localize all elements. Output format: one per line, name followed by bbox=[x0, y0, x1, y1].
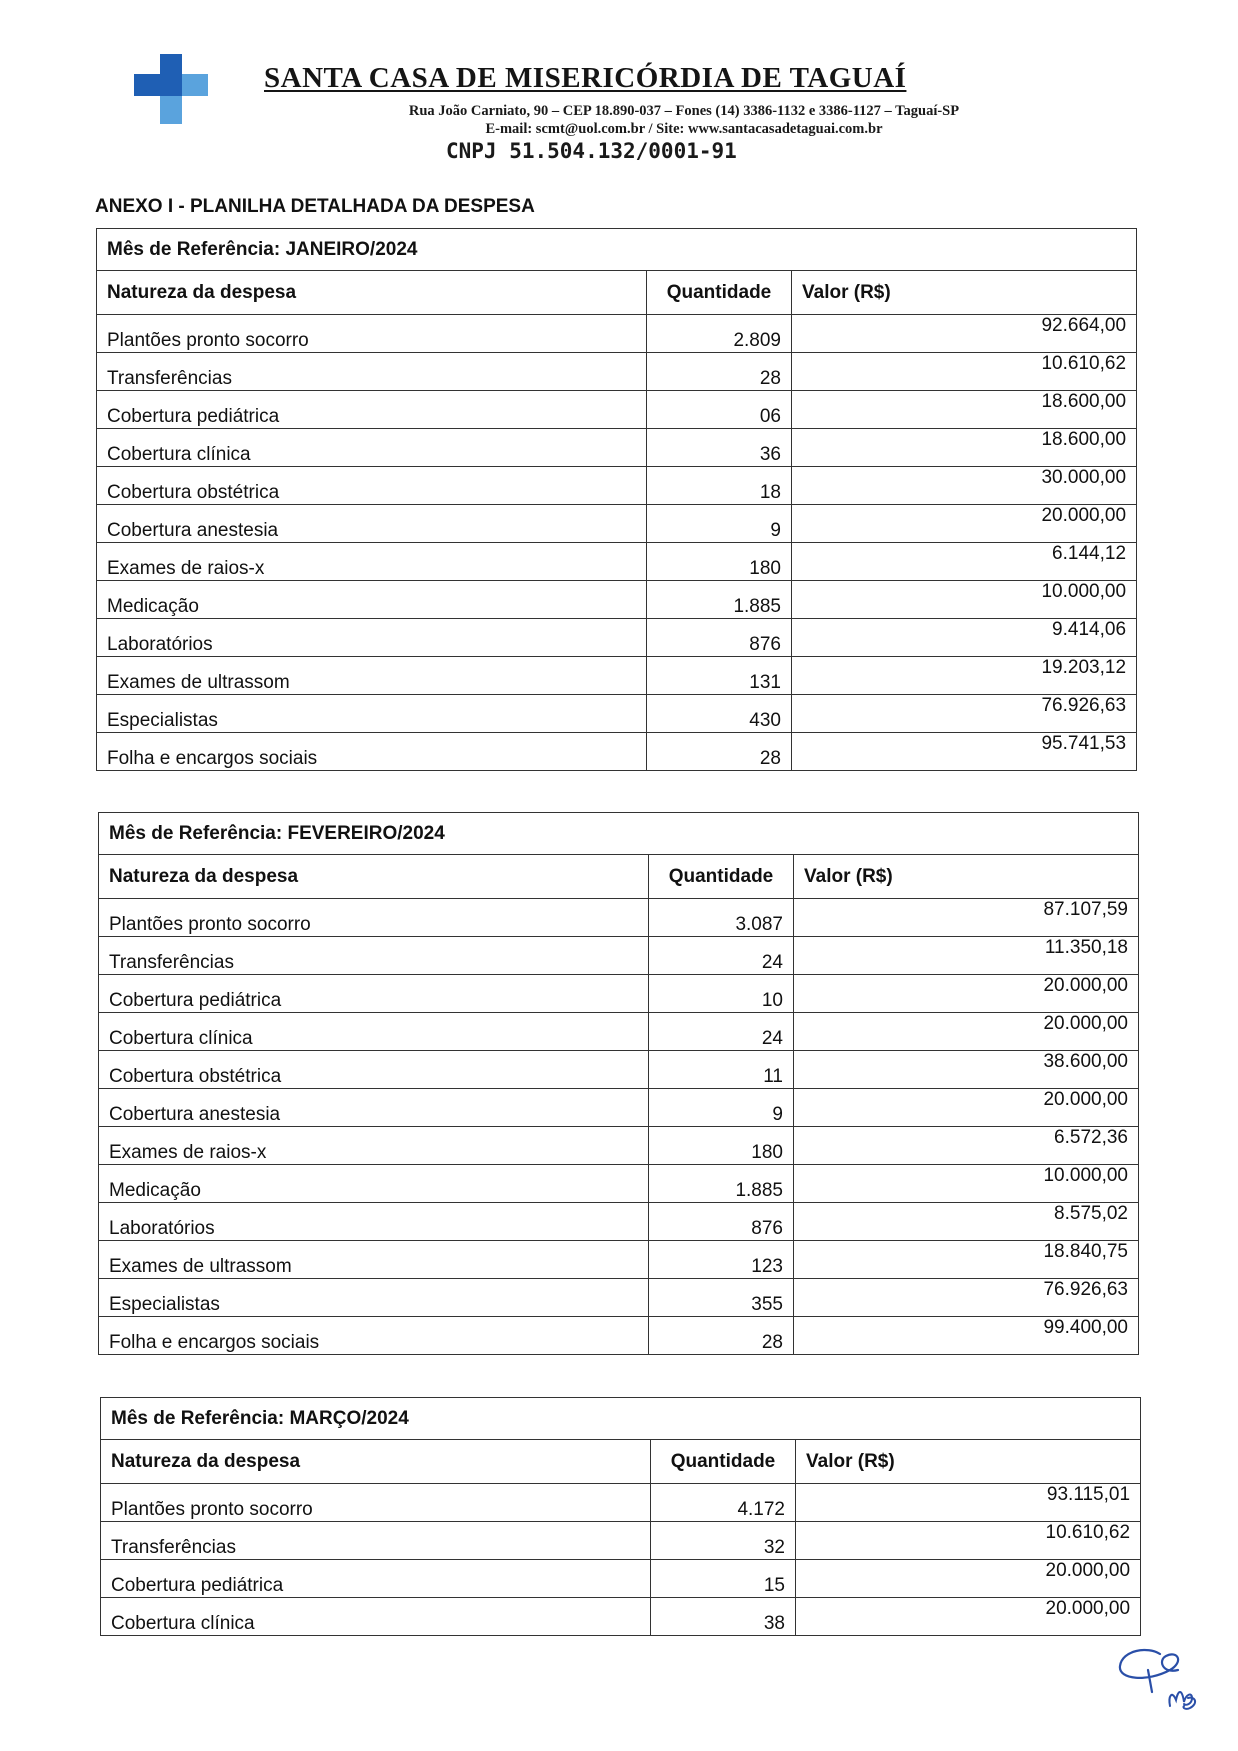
table-row bbox=[99, 1203, 1139, 1241]
row-quantity: 2.809 bbox=[647, 315, 792, 353]
table-row bbox=[97, 315, 1137, 353]
row-quantity: 18 bbox=[647, 467, 792, 505]
row-nature: Medicação bbox=[99, 1165, 649, 1203]
row-nature: Plantões pronto socorro bbox=[99, 899, 649, 937]
row-nature: Especialistas bbox=[99, 1279, 649, 1317]
row-value: 20.000,00 bbox=[794, 1013, 1139, 1051]
row-value: 76.926,63 bbox=[794, 1279, 1139, 1317]
row-value: 20.000,00 bbox=[794, 975, 1139, 1013]
row-quantity: 38 bbox=[651, 1598, 796, 1636]
row-nature: Cobertura obstétrica bbox=[99, 1051, 649, 1089]
row-quantity: 1.885 bbox=[649, 1165, 794, 1203]
month-reference: Mês de Referência: MARÇO/2024 bbox=[101, 1398, 1141, 1440]
table-row bbox=[99, 1127, 1139, 1165]
table-row bbox=[99, 1241, 1139, 1279]
expense-table-january bbox=[96, 228, 1137, 771]
table-row bbox=[97, 391, 1137, 429]
row-value: 18.600,00 bbox=[792, 391, 1137, 429]
row-nature: Transferências bbox=[97, 353, 647, 391]
column-header-nature: Natureza da despesa bbox=[99, 855, 649, 899]
row-quantity: 28 bbox=[647, 353, 792, 391]
row-value: 38.600,00 bbox=[794, 1051, 1139, 1089]
row-value: 30.000,00 bbox=[792, 467, 1137, 505]
row-quantity: 10 bbox=[649, 975, 794, 1013]
row-value: 99.400,00 bbox=[794, 1317, 1139, 1355]
row-quantity: 28 bbox=[647, 733, 792, 771]
row-value: 18.840,75 bbox=[794, 1241, 1139, 1279]
row-nature: Cobertura anestesia bbox=[99, 1089, 649, 1127]
table-row bbox=[97, 581, 1137, 619]
row-nature: Cobertura pediátrica bbox=[101, 1560, 651, 1598]
row-quantity: 876 bbox=[649, 1203, 794, 1241]
table-row bbox=[97, 733, 1137, 771]
row-quantity: 06 bbox=[647, 391, 792, 429]
row-quantity: 430 bbox=[647, 695, 792, 733]
column-header-quantity: Quantidade bbox=[651, 1440, 796, 1484]
table-row bbox=[99, 1165, 1139, 1203]
column-header-value: Valor (R$) bbox=[794, 855, 1139, 899]
row-quantity: 24 bbox=[649, 937, 794, 975]
row-value: 20.000,00 bbox=[794, 1089, 1139, 1127]
row-value: 8.575,02 bbox=[794, 1203, 1139, 1241]
row-value: 92.664,00 bbox=[792, 315, 1137, 353]
column-header-nature: Natureza da despesa bbox=[97, 271, 647, 315]
table-row bbox=[97, 543, 1137, 581]
row-quantity: 180 bbox=[649, 1127, 794, 1165]
column-header-value: Valor (R$) bbox=[796, 1440, 1141, 1484]
table-row bbox=[97, 353, 1137, 391]
row-value: 10.610,62 bbox=[792, 353, 1137, 391]
cross-logo-icon bbox=[134, 54, 214, 124]
row-value: 20.000,00 bbox=[796, 1560, 1141, 1598]
row-value: 95.741,53 bbox=[792, 733, 1137, 771]
column-header-quantity: Quantidade bbox=[647, 271, 792, 315]
row-value: 9.414,06 bbox=[792, 619, 1137, 657]
row-nature: Cobertura pediátrica bbox=[99, 975, 649, 1013]
row-nature: Folha e encargos sociais bbox=[99, 1317, 649, 1355]
table-row bbox=[101, 1598, 1141, 1636]
column-header-quantity: Quantidade bbox=[649, 855, 794, 899]
table-row bbox=[99, 1051, 1139, 1089]
row-value: 10.000,00 bbox=[794, 1165, 1139, 1203]
row-nature: Cobertura clínica bbox=[97, 429, 647, 467]
row-nature: Cobertura clínica bbox=[99, 1013, 649, 1051]
row-nature: Laboratórios bbox=[97, 619, 647, 657]
row-nature: Especialistas bbox=[97, 695, 647, 733]
row-nature: Laboratórios bbox=[99, 1203, 649, 1241]
row-quantity: 4.172 bbox=[651, 1484, 796, 1522]
table-row bbox=[101, 1522, 1141, 1560]
row-nature: Exames de ultrassom bbox=[97, 657, 647, 695]
table-row bbox=[99, 1279, 1139, 1317]
row-quantity: 876 bbox=[647, 619, 792, 657]
row-quantity: 123 bbox=[649, 1241, 794, 1279]
table-row bbox=[97, 695, 1137, 733]
address-line: Rua João Carniato, 90 – CEP 18.890-037 – Fones (14) 3386-1132 e 3386-1127 – Taguaí-SP bbox=[408, 103, 960, 119]
table-row bbox=[99, 975, 1139, 1013]
column-header-nature: Natureza da despesa bbox=[101, 1440, 651, 1484]
row-value: 93.115,01 bbox=[796, 1484, 1141, 1522]
table-row bbox=[101, 1560, 1141, 1598]
row-value: 6.144,12 bbox=[792, 543, 1137, 581]
row-value: 10.610,62 bbox=[796, 1522, 1141, 1560]
row-nature: Cobertura obstétrica bbox=[97, 467, 647, 505]
row-quantity: 11 bbox=[649, 1051, 794, 1089]
row-nature: Cobertura clínica bbox=[101, 1598, 651, 1636]
row-nature: Folha e encargos sociais bbox=[97, 733, 647, 771]
row-value: 20.000,00 bbox=[792, 505, 1137, 543]
row-value: 18.600,00 bbox=[792, 429, 1137, 467]
table-row bbox=[101, 1484, 1141, 1522]
row-nature: Medicação bbox=[97, 581, 647, 619]
row-nature: Cobertura anestesia bbox=[97, 505, 647, 543]
row-nature: Plantões pronto socorro bbox=[97, 315, 647, 353]
month-reference: Mês de Referência: FEVEREIRO/2024 bbox=[99, 813, 1139, 855]
row-quantity: 3.087 bbox=[649, 899, 794, 937]
row-value: 11.350,18 bbox=[794, 937, 1139, 975]
row-quantity: 9 bbox=[649, 1089, 794, 1127]
column-header-value: Valor (R$) bbox=[792, 271, 1137, 315]
row-value: 87.107,59 bbox=[794, 899, 1139, 937]
row-nature: Plantões pronto socorro bbox=[101, 1484, 651, 1522]
row-quantity: 1.885 bbox=[647, 581, 792, 619]
table-row bbox=[99, 937, 1139, 975]
contact-line: E-mail: scmt@uol.com.br / Site: www.santacasadetaguai.com.br bbox=[485, 121, 883, 137]
table-row bbox=[97, 429, 1137, 467]
table-row bbox=[97, 505, 1137, 543]
row-quantity: 24 bbox=[649, 1013, 794, 1051]
row-nature: Exames de ultrassom bbox=[99, 1241, 649, 1279]
table-row bbox=[99, 1013, 1139, 1051]
annex-title: ANEXO I - PLANILHA DETALHADA DA DESPESA bbox=[95, 196, 535, 217]
row-nature: Cobertura pediátrica bbox=[97, 391, 647, 429]
table-row bbox=[99, 1317, 1139, 1355]
row-quantity: 131 bbox=[647, 657, 792, 695]
row-quantity: 32 bbox=[651, 1522, 796, 1560]
table-row bbox=[97, 467, 1137, 505]
table-row bbox=[97, 619, 1137, 657]
row-value: 19.203,12 bbox=[792, 657, 1137, 695]
cnpj: CNPJ 51.504.132/0001-91 bbox=[446, 139, 737, 163]
month-reference: Mês de Referência: JANEIRO/2024 bbox=[97, 229, 1137, 271]
table-row bbox=[99, 899, 1139, 937]
row-nature: Transferências bbox=[99, 937, 649, 975]
handwritten-initials-icon bbox=[1108, 1640, 1208, 1730]
table-row bbox=[97, 657, 1137, 695]
row-quantity: 36 bbox=[647, 429, 792, 467]
row-quantity: 9 bbox=[647, 505, 792, 543]
organization-name: SANTA CASA DE MISERICÓRDIA DE TAGUAÍ bbox=[264, 62, 907, 94]
row-nature: Transferências bbox=[101, 1522, 651, 1560]
row-quantity: 180 bbox=[647, 543, 792, 581]
expense-table-february bbox=[98, 812, 1139, 1355]
row-nature: Exames de raios-x bbox=[97, 543, 647, 581]
row-value: 6.572,36 bbox=[794, 1127, 1139, 1165]
row-nature: Exames de raios-x bbox=[99, 1127, 649, 1165]
row-quantity: 355 bbox=[649, 1279, 794, 1317]
row-value: 20.000,00 bbox=[796, 1598, 1141, 1636]
expense-table-march bbox=[100, 1397, 1141, 1636]
row-quantity: 28 bbox=[649, 1317, 794, 1355]
row-value: 10.000,00 bbox=[792, 581, 1137, 619]
row-value: 76.926,63 bbox=[792, 695, 1137, 733]
table-row bbox=[99, 1089, 1139, 1127]
row-quantity: 15 bbox=[651, 1560, 796, 1598]
